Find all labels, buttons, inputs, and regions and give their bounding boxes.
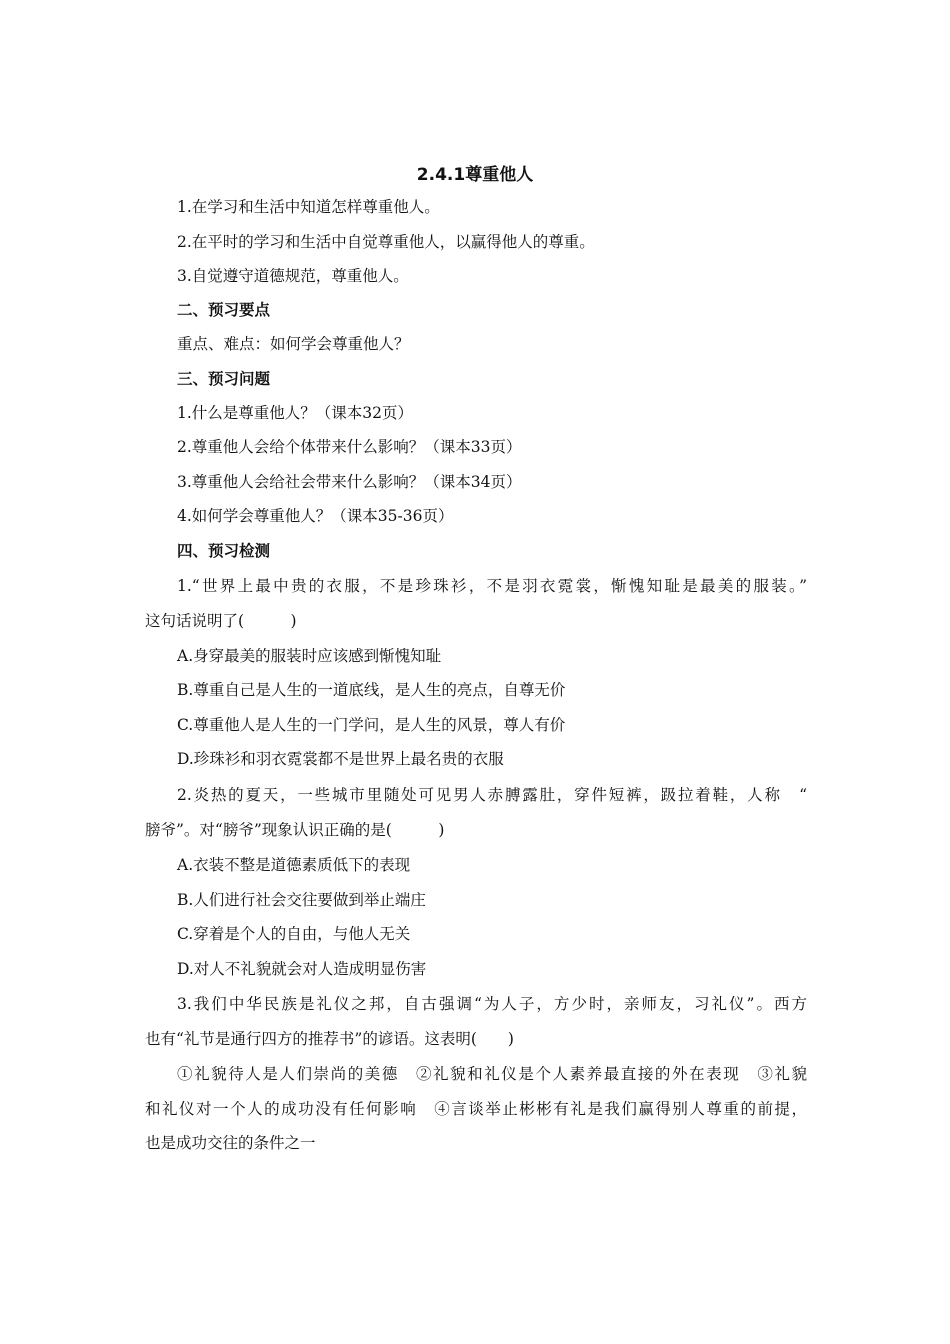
question-2-option-c[interactable]: C.穿着是个人的自由，与他人无关 (177, 925, 411, 943)
section-heading-key-points: 二、预习要点 (177, 301, 271, 319)
question-2-option-b[interactable]: B.人们进行社会交往要做到举止端庄 (177, 891, 426, 909)
question-3-statements-end: 也是成功交往的条件之一 (145, 1134, 316, 1152)
question-3-stem-cont: 也有“礼节是通行四方的推荐书”的谚语。这表明( ) (145, 1030, 514, 1048)
question-1-option-b[interactable]: B.尊重自己是人生的一道底线，是人生的亮点，自尊无价 (177, 681, 566, 699)
question-1-stem: 1.“世界上最中贵的衣服，不是珍珠衫，不是羽衣霓裳，惭愧知耻是最美的服装。” (177, 577, 807, 595)
preview-question: 4.如何学会尊重他人？（课本35-36页） (177, 507, 454, 525)
question-1-option-d[interactable]: D.珍珠衫和羽衣霓裳都不是世界上最名贵的衣服 (177, 750, 504, 768)
section-heading-preview-questions: 三、预习问题 (177, 370, 271, 388)
question-3-stem: 3.我们中华民族是礼仪之邦，自古强调“为人子，方少时，亲师友，习礼仪”。西方 (177, 995, 807, 1013)
question-2-stem: 2.炎热的夏天，一些城市里随处可见男人赤膊露肚，穿件短裤，趿拉着鞋，人称 “ (177, 786, 807, 804)
objective-2: 2.在平时的学习和生活中自觉尊重他人，以赢得他人的尊重。 (177, 233, 595, 251)
preview-question: 2.尊重他人会给个体带来什么影响？（课本33页） (177, 438, 522, 456)
question-3-statements: ①礼貌待人是人们崇尚的美德 ②礼貌和礼仪是个人素养最直接的外在表现 ③礼貌 (177, 1065, 807, 1083)
key-points-text: 重点、难点：如何学会尊重他人？ (177, 335, 410, 353)
objective-1: 1.在学习和生活中知道怎样尊重他人。 (177, 198, 440, 216)
preview-question: 1.什么是尊重他人？（课本32页） (177, 404, 414, 422)
preview-question: 3.尊重他人会给社会带来什么影响？（课本34页） (177, 473, 522, 491)
question-2-stem-cont: 膀爷”。对“膀爷”现象认识正确的是( ) (145, 821, 445, 839)
question-2-option-d[interactable]: D.对人不礼貌就会对人造成明显伤害 (177, 960, 427, 978)
objective-3: 3.自觉遵守道德规范，尊重他人。 (177, 267, 409, 285)
question-3-statements-cont: 和礼仪对一个人的成功没有任何影响 ④言谈举止彬彬有礼是我们赢得别人尊重的前提， (145, 1100, 807, 1118)
section-heading-preview-test: 四、预习检测 (177, 542, 271, 560)
question-1-option-c[interactable]: C.尊重他人是人生的一门学问，是人生的风景，尊人有价 (177, 716, 566, 734)
question-1-option-a[interactable]: A.身穿最美的服装时应该感到惭愧知耻 (177, 647, 442, 665)
question-2-option-a[interactable]: A.衣装不整是道德素质低下的表现 (177, 856, 411, 874)
question-1-stem-cont: 这句话说明了( ) (145, 612, 297, 630)
page-title: 2.4.1尊重他人 (416, 165, 534, 185)
